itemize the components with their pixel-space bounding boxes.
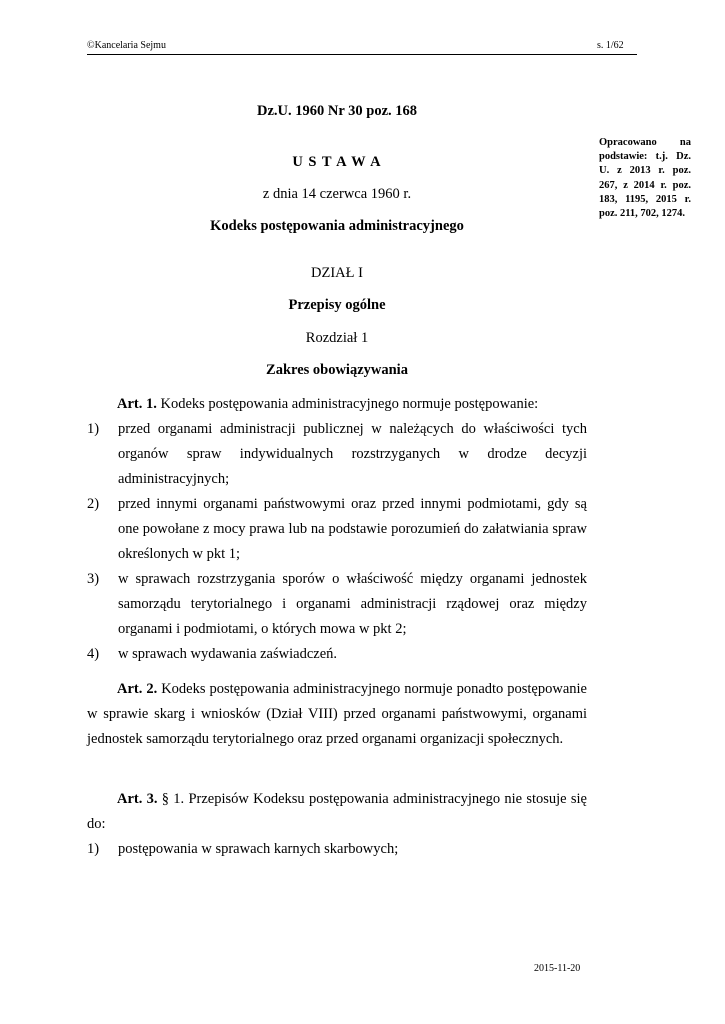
margin-note: Opracowano na podstawie: t.j. Dz. U. z 2013 r. poz. 267, z 2014 r. poz. 183, 1195, 2015 r. poz. 211, 702, 1274. (599, 137, 691, 220)
doc-reference: Dz.U. 1960 Nr 30 poz. 168 (256, 103, 418, 119)
header-publisher: ©Kancelaria Sejmu (87, 40, 166, 51)
doc-type: U S T A W A (292, 154, 382, 170)
art1-intro-text: Kodeks postępowania administracyjnego normuje postępowanie: (156, 396, 539, 412)
part-heading: DZIAŁ I (311, 265, 363, 281)
chapter-heading: Rozdział 1 (305, 330, 369, 346)
doc-title: Kodeks postępowania administracyjnego (210, 218, 464, 234)
art2-text: Kodeks postępowania administracyjnego normuje ponadto postępowanie w sprawie skarg i wniosków (Dział VIII) przed organami państwowymi, organami jednostek samorządu terytorialnego oraz przed organami organizacji społecznych. (87, 681, 587, 747)
item-text: postępowania w sprawach karnych skarbowych; (118, 841, 399, 857)
art3-text: § 1. Przepisów Kodeksu postępowania administracyjnego nie stosuje się do: (87, 791, 587, 832)
chapter-title: Zakres obowiązywania (266, 362, 408, 378)
item-number: 2) (87, 496, 100, 512)
part-title: Przepisy ogólne (288, 297, 386, 313)
item-text: przed innymi organami państwowymi oraz przed innymi podmiotami, gdy są one powołane z mocy prawa lub na podstawie porozumień do załatwiania spraw określonych w pkt 1; (118, 496, 587, 562)
art1-item-2 (87, 492, 587, 567)
item-number: 1) (87, 841, 100, 857)
item-number: 4) (87, 646, 100, 662)
art2-paragraph (87, 677, 587, 752)
art1-item-3 (87, 567, 587, 642)
art1-intro (87, 392, 587, 417)
item-text: w sprawach rozstrzygania sporów o właściwość między organami jednostek samorządu terytorialnego i organami administracji rządowej oraz między organami i podmiotami, o których mowa w pkt 2; (118, 571, 587, 637)
art3-label: Art. 3. (117, 791, 158, 807)
doc-date: z dnia 14 czerwca 1960 r. (262, 186, 412, 202)
art3-paragraph (87, 787, 587, 837)
header-page-number: s. 1/62 (597, 40, 624, 51)
art1-label: Art. 1. (117, 396, 157, 412)
item-text: przed organami administracji publicznej w należących do właściwości tych organów spraw indywidualnych rozstrzyganych w drodze decyzji administracyjnych; (118, 421, 587, 487)
art1-item-4 (87, 642, 587, 667)
art1-item-1 (87, 417, 587, 492)
footer-date: 2015-11-20 (534, 963, 581, 974)
header-rule (87, 54, 637, 55)
art3-item-1 (87, 837, 587, 862)
item-number: 3) (87, 571, 100, 587)
item-text: w sprawach wydawania zaświadczeń. (118, 646, 338, 662)
item-number: 1) (87, 421, 100, 437)
art2-label: Art. 2. (117, 681, 158, 697)
